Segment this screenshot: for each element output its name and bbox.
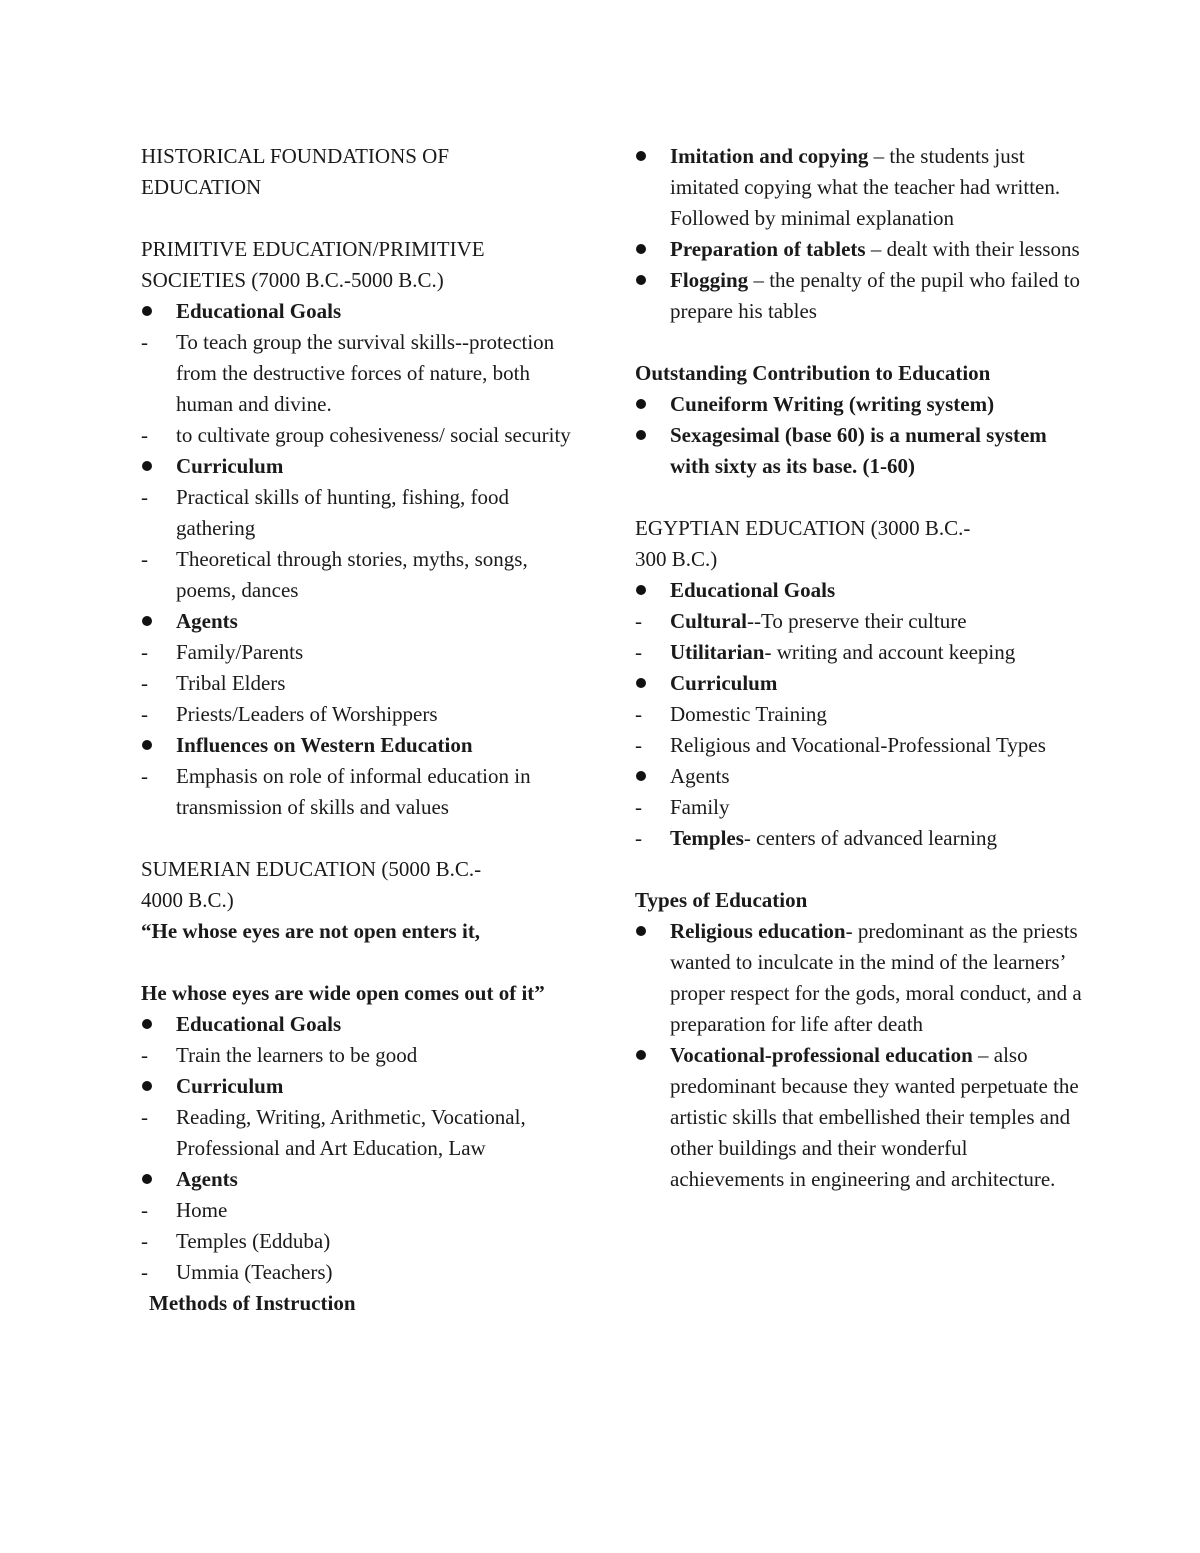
bullet-dot-icon <box>636 275 646 285</box>
list-item: Religious education- predominant as the priests wanted to inculcate in the mind of the learners’ proper respect for the gods, moral conduct, and a preparation for life after death <box>635 916 1085 1040</box>
list-item: Curriculum <box>635 668 1085 699</box>
bullet-dot-icon <box>636 399 646 409</box>
types-heading: Types of Education <box>635 888 808 912</box>
list-item: Agents <box>141 1164 581 1195</box>
list-item: - to cultivate group cohesiveness/ social security <box>141 423 571 447</box>
list-item: - Utilitarian- writing and account keeping <box>635 640 1016 664</box>
list-item: - Emphasis on role of informal education in transmission of skills and values <box>141 764 531 819</box>
list-item: Vocational-professional education – also predominant because they wanted perpetuate the artistic skills that embellished their temples and other buildings and their wonderful achievements in engineering and architecture. <box>635 1040 1085 1195</box>
list-item: Educational Goals <box>141 1009 581 1040</box>
egyptian-heading-2: 300 B.C.) <box>635 547 718 571</box>
bullet-dot-icon <box>142 616 152 626</box>
primitive-heading-1: PRIMITIVE EDUCATION/PRIMITIVE <box>141 237 485 261</box>
bullet-dot-icon <box>636 244 646 254</box>
list-item: - Family/Parents <box>141 640 304 664</box>
list-item: Influences on Western Education <box>141 730 581 761</box>
list-item: Educational Goals <box>635 575 1085 606</box>
bullet-dot-icon <box>142 1081 152 1091</box>
list-item: - Temples- centers of advanced learning <box>635 826 997 850</box>
list-item: Agents <box>141 606 581 637</box>
list-item: - Cultural--To preserve their culture <box>635 609 967 633</box>
list-item: Flogging – the penalty of the pupil who failed to prepare his tables <box>635 265 1085 327</box>
list-item: - Reading, Writing, Arithmetic, Vocational, Professional and Art Education, Law <box>141 1105 526 1160</box>
left-column <box>141 141 581 1319</box>
bullet-dot-icon <box>636 151 646 161</box>
sumerian-heading-1: SUMERIAN EDUCATION (5000 B.C.- <box>141 857 482 881</box>
list-item: Curriculum <box>141 1071 581 1102</box>
list-item: - Priests/Leaders of Worshippers <box>141 702 438 726</box>
list-item: - Family <box>635 795 730 819</box>
primitive-heading-2: SOCIETIES (7000 B.C.-5000 B.C.) <box>141 268 444 292</box>
bullet-dot-icon <box>636 430 646 440</box>
sumerian-heading-2: 4000 B.C.) <box>141 888 234 912</box>
list-item: - Theoretical through stories, myths, songs, poems, dances <box>141 547 528 602</box>
egyptian-heading-1: EGYPTIAN EDUCATION (3000 B.C.- <box>635 516 971 540</box>
right-column <box>635 141 1085 1195</box>
contribution-heading: Outstanding Contribution to Education <box>635 361 991 385</box>
list-item: - Home <box>141 1198 228 1222</box>
list-item: Cuneiform Writing (writing system) <box>635 389 1085 420</box>
bullet-dot-icon <box>142 1019 152 1029</box>
bullet-dot-icon <box>636 678 646 688</box>
list-item: Agents <box>635 761 1085 792</box>
bullet-dot-icon <box>636 1050 646 1060</box>
list-item: Curriculum <box>141 451 581 482</box>
list-item: Educational Goals <box>141 296 581 327</box>
bullet-dot-icon <box>142 461 152 471</box>
list-item: Imitation and copying – the students just imitated copying what the teacher had written. Followed by minimal explanation <box>635 141 1085 234</box>
bullet-dot-icon <box>636 926 646 936</box>
bullet-dot-icon <box>142 740 152 750</box>
methods-heading: Methods of Instruction <box>149 1291 356 1315</box>
doc-title-line-2: EDUCATION <box>141 175 262 199</box>
list-item: - Ummia (Teachers) <box>141 1260 333 1284</box>
list-item: - Religious and Vocational-Professional Types <box>635 733 1046 757</box>
bullet-dot-icon <box>636 585 646 595</box>
bullet-dot-icon <box>636 771 646 781</box>
list-item: - Practical skills of hunting, fishing, food gathering <box>141 485 510 540</box>
list-item: - To teach group the survival skills--protection from the destructive forces of nature, both human and divine. <box>141 330 555 416</box>
list-item: Sexagesimal (base 60) is a numeral system with sixty as its base. (1-60) <box>635 420 1085 482</box>
bullet-dot-icon <box>142 306 152 316</box>
doc-title-line-1: HISTORICAL FOUNDATIONS OF <box>141 144 450 168</box>
list-item: - Temples (Edduba) <box>141 1229 331 1253</box>
list-item: - Domestic Training <box>635 702 827 726</box>
quote-line-2: He whose eyes are wide open comes out of it” <box>141 981 545 1005</box>
bullet-dot-icon <box>142 1174 152 1184</box>
list-item: - Train the learners to be good <box>141 1043 418 1067</box>
quote-line-1: “He whose eyes are not open enters it, <box>141 919 481 943</box>
list-item: Preparation of tablets – dealt with their lessons <box>635 234 1085 265</box>
list-item: - Tribal Elders <box>141 671 286 695</box>
